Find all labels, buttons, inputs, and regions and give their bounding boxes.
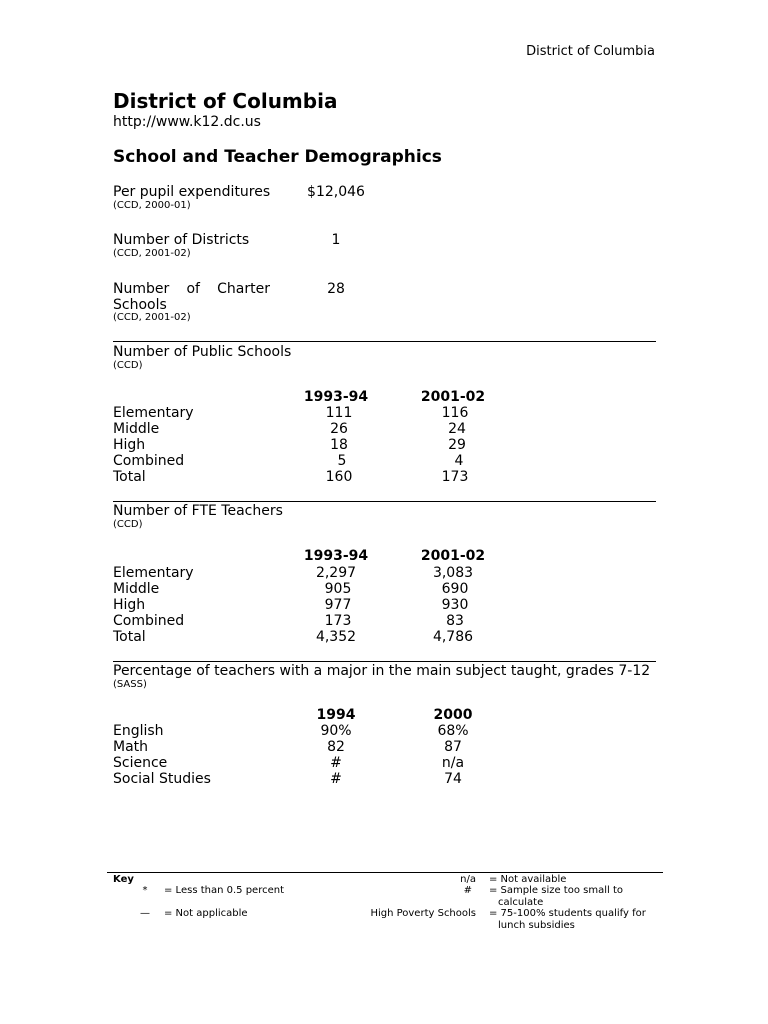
table-column-header: 1994 (316, 707, 356, 723)
key-title: Key (113, 874, 134, 885)
row-label: Elementary (113, 565, 194, 581)
key-meaning: calculate (498, 897, 544, 908)
charter-label-word: Charter (217, 281, 270, 297)
row-label: Social Studies (113, 771, 211, 787)
key-symbol: * (142, 885, 148, 896)
table-cell: 3,083 (432, 565, 474, 581)
row-label: High (113, 437, 146, 453)
row-label: Elementary (113, 405, 194, 421)
teacher-major-title: Percentage of teachers with a major in the main subject taught, grades 7-12 (113, 663, 651, 679)
key-meaning: lunch subsidies (498, 920, 575, 931)
per-pupil-source: (CCD, 2000-01) (113, 200, 191, 211)
table-cell: 160 (325, 469, 353, 485)
row-label: Total (113, 629, 146, 645)
table-column-header: 2001-02 (420, 389, 486, 405)
table-cell: 68% (437, 723, 469, 739)
charter-label-word: Number (113, 281, 170, 297)
key-meaning: = Less than 0.5 percent (164, 885, 284, 896)
section-title: School and Teacher Demographics (113, 147, 442, 167)
per-pupil-value: $12,046 (307, 184, 365, 200)
table-cell: 90% (320, 723, 352, 739)
key-symbol: # (463, 885, 472, 896)
charter-value: 28 (327, 281, 345, 297)
table-column-header: 1993-94 (303, 548, 369, 564)
section-divider (113, 501, 656, 502)
row-label: Middle (113, 421, 160, 437)
table-cell: 4,786 (432, 629, 474, 645)
charter-source: (CCD, 2001-02) (113, 312, 191, 323)
key-symbol: n/a (460, 874, 476, 885)
table-cell: # (330, 755, 342, 771)
table-cell: 690 (441, 581, 469, 597)
row-label: Total (113, 469, 146, 485)
section-divider (113, 661, 656, 662)
table-cell: 5 (337, 453, 347, 469)
row-label: English (113, 723, 164, 739)
charter-label-word: of (186, 281, 200, 297)
table-column-header: 1993-94 (303, 389, 369, 405)
table-column-header: 2001-02 (420, 548, 486, 564)
table-cell: 83 (446, 613, 464, 629)
districts-value: 1 (331, 232, 341, 248)
section-divider (113, 341, 656, 342)
table-cell: 87 (444, 739, 462, 755)
key-divider (107, 872, 663, 873)
table-cell: 930 (441, 597, 469, 613)
table-cell: 24 (448, 421, 466, 437)
table-cell: 173 (324, 613, 352, 629)
charter-label (113, 281, 270, 313)
key-meaning: = Sample size too small to (489, 885, 623, 896)
table-cell: 26 (330, 421, 348, 437)
row-label: Science (113, 755, 168, 771)
districts-label: Number of Districts (113, 232, 250, 248)
key-meaning: = Not available (489, 874, 567, 885)
teacher-major-source: (SASS) (113, 679, 147, 690)
public-schools-source: (CCD) (113, 360, 143, 371)
table-cell: 74 (444, 771, 462, 787)
row-label: High (113, 597, 146, 613)
per-pupil-label: Per pupil expenditures (113, 184, 271, 200)
fte-title: Number of FTE Teachers (113, 503, 283, 519)
table-cell: 977 (324, 597, 352, 613)
row-label: Combined (113, 453, 185, 469)
key-meaning: = Not applicable (164, 908, 248, 919)
districts-source: (CCD, 2001-02) (113, 248, 191, 259)
table-cell: 2,297 (315, 565, 357, 581)
running-header: District of Columbia (526, 44, 655, 59)
charter-label-line2: Schools (113, 297, 167, 313)
public-schools-title: Number of Public Schools (113, 344, 292, 360)
key-symbol: — (140, 908, 150, 919)
row-label: Math (113, 739, 149, 755)
row-label: Middle (113, 581, 160, 597)
table-cell: 905 (324, 581, 352, 597)
key-symbol: High Poverty Schools (370, 908, 476, 919)
table-cell: 4 (454, 453, 464, 469)
table-cell: 111 (325, 405, 353, 421)
table-cell: 173 (441, 469, 469, 485)
table-cell: n/a (441, 755, 465, 771)
table-cell: 82 (327, 739, 345, 755)
table-cell: # (330, 771, 342, 787)
district-url: http://www.k12.dc.us (113, 114, 261, 130)
table-cell: 18 (330, 437, 348, 453)
table-cell: 116 (441, 405, 469, 421)
page-title: District of Columbia (113, 89, 338, 113)
table-cell: 4,352 (315, 629, 357, 645)
fte-source: (CCD) (113, 519, 143, 530)
table-column-header: 2000 (433, 707, 473, 723)
row-label: Combined (113, 613, 185, 629)
table-cell: 29 (448, 437, 466, 453)
key-meaning: = 75-100% students qualify for (489, 908, 646, 919)
